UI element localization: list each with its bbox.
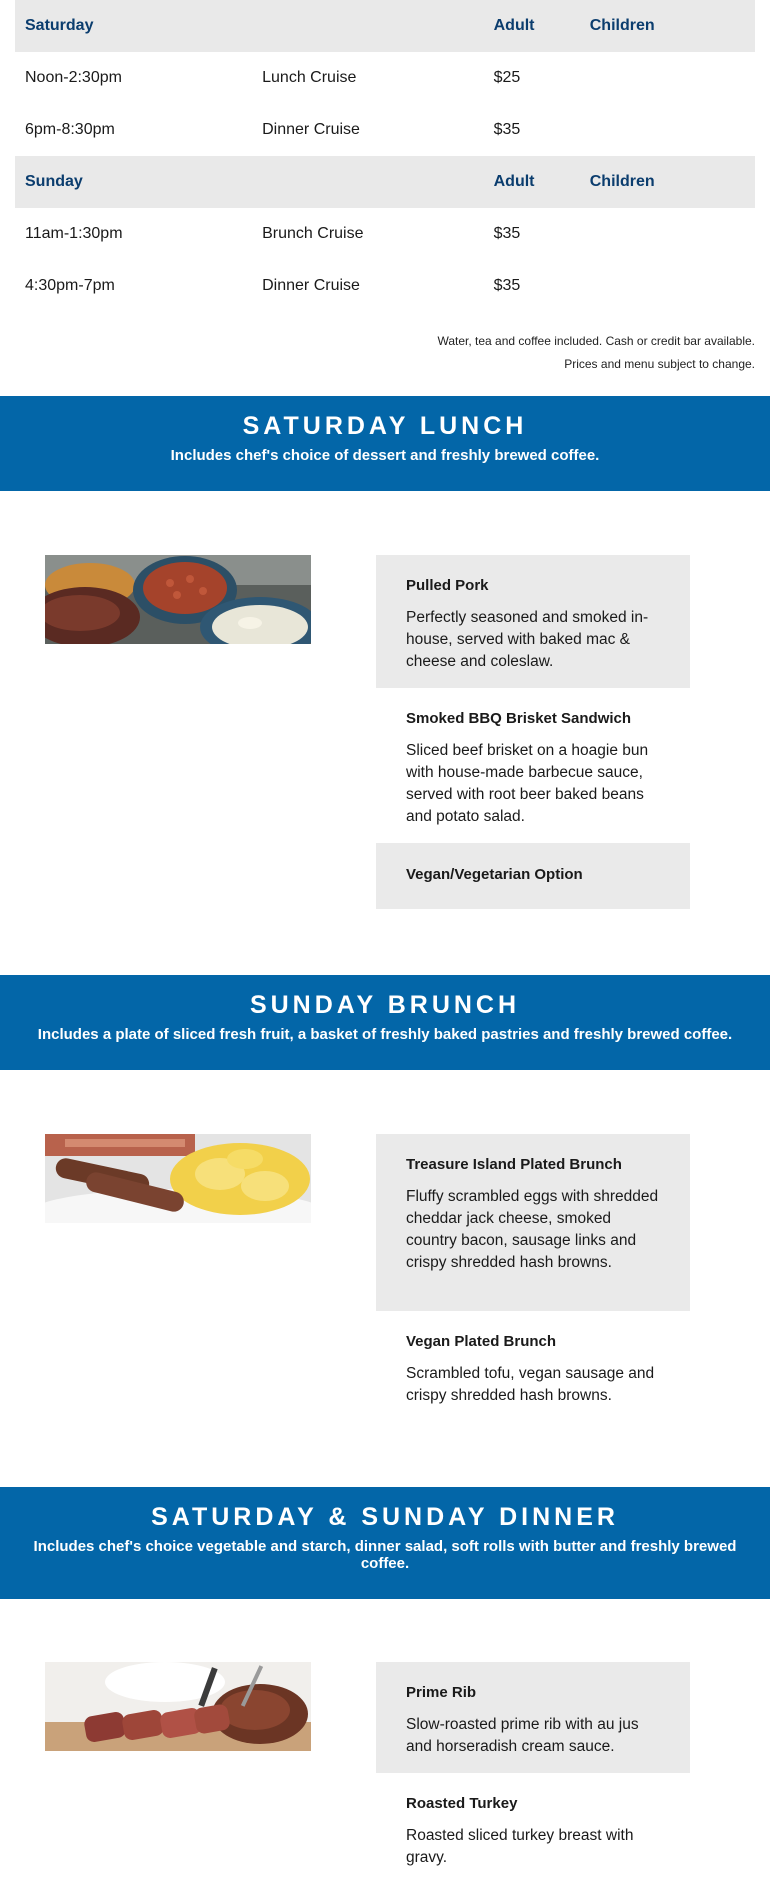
empty-cell [252,156,483,208]
children-price-cell [580,104,755,156]
menu-item [376,555,690,688]
menu-item [376,1134,690,1311]
table-row [15,260,755,312]
adult-price-cell: $25 [493,69,521,86]
day-label: Saturday [15,0,252,52]
event-cell: Lunch Cruise [262,69,357,86]
time-cell: Noon-2:30pm [25,69,122,86]
adult-column-label: Adult [484,156,580,208]
section-title: SATURDAY LUNCH [242,412,528,440]
adult-column-label: Adult [484,0,580,52]
item-description: Slow-roasted prime rib with au jus and horseradish cream sauce. [406,1716,639,1755]
sunday-header-row [15,156,755,208]
schedule-notes [437,330,755,376]
day-label: Sunday [15,156,252,208]
children-price-cell [580,260,755,312]
item-description: Perfectly seasoned and smoked in-house, served with baked mac & cheese and coleslaw. [406,609,649,670]
prime-rib-photo-icon [45,1662,311,1751]
cruise-schedule-table [15,0,755,312]
price-change-note: Prices and menu subject to change. [564,357,755,371]
saturday-header-row [15,0,755,52]
section-subtitle: Includes chef's choice vegetable and starch, dinner salad, soft rolls with butter and freshly brewed coffee. [33,1538,737,1572]
time-cell: 6pm-8:30pm [25,121,115,138]
table-row [15,52,755,104]
saturday-lunch-banner [0,396,770,491]
menu-item [376,688,690,843]
section-subtitle: Includes a plate of sliced fresh fruit, a basket of freshly baked pastries and freshly brewed coffee. [37,1026,733,1043]
weekend-dinner-banner [0,1487,770,1599]
item-description: Scrambled tofu, vegan sausage and crispy shredded hash browns. [406,1365,655,1404]
empty-cell [252,0,483,52]
event-cell: Dinner Cruise [262,121,360,138]
adult-price-cell: $35 [493,225,521,242]
beverage-note: Water, tea and coffee included. Cash or credit bar available. [437,334,755,348]
menu-item [376,1311,690,1411]
bbq-plate-photo-icon [45,555,311,644]
children-price-cell [580,52,755,104]
item-name: Smoked BBQ Brisket Sandwich [406,710,632,727]
item-description: Roasted sliced turkey breast with gravy. [406,1827,634,1866]
item-description: Sliced beef brisket on a hoagie bun with house-made barbecue sauce, served with root beer baked beans and potato salad. [406,742,649,825]
table-row [15,104,755,156]
children-column-label: Children [580,156,755,208]
menu-item [376,1773,690,1873]
event-cell: Dinner Cruise [262,277,360,294]
item-name: Roasted Turkey [406,1795,518,1812]
section-title: SATURDAY & SUNDAY DINNER [151,1503,619,1531]
section-subtitle: Includes chef's choice of dessert and freshly brewed coffee. [170,447,600,464]
table-row [15,208,755,260]
item-name: Vegan/Vegetarian Option [406,866,583,883]
brunch-plate-photo-icon [45,1134,311,1223]
adult-price-cell: $35 [493,277,521,294]
event-cell: Brunch Cruise [262,225,364,242]
time-cell: 4:30pm-7pm [25,277,115,294]
item-name: Pulled Pork [406,577,489,594]
item-name: Prime Rib [406,1684,477,1701]
adult-price-cell: $35 [493,121,521,138]
time-cell: 11am-1:30pm [25,225,123,242]
section-title: SUNDAY BRUNCH [249,991,521,1019]
item-name: Treasure Island Plated Brunch [406,1156,622,1173]
menu-item [376,843,690,909]
item-description: Fluffy scrambled eggs with shredded cheddar jack cheese, smoked country bacon, sausage links and crispy shredded hash browns. [406,1188,659,1271]
sunday-brunch-banner [0,975,770,1070]
children-price-cell [580,208,755,260]
menu-item [376,1662,690,1773]
children-column-label: Children [580,0,755,52]
item-name: Vegan Plated Brunch [406,1333,557,1350]
